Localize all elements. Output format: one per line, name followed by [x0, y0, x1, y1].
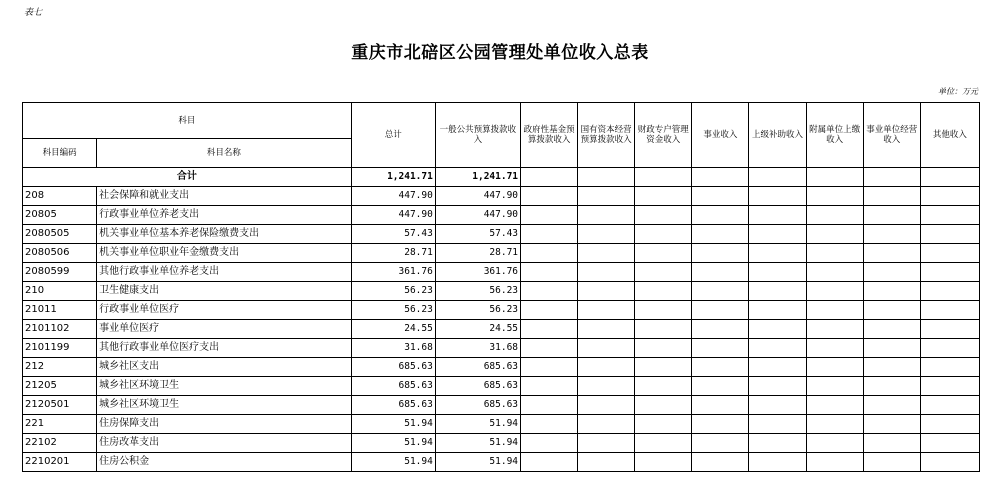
empty-cell	[863, 377, 920, 396]
row-name: 住房改革支出	[97, 434, 352, 453]
empty-cell	[863, 415, 920, 434]
empty-cell	[692, 415, 749, 434]
row-code: 21011	[23, 301, 97, 320]
empty-cell	[863, 320, 920, 339]
empty-cell	[806, 339, 863, 358]
empty-cell	[749, 320, 806, 339]
empty-cell	[863, 396, 920, 415]
row-general: 447.90	[435, 187, 520, 206]
empty-cell	[521, 434, 578, 453]
empty-cell	[920, 244, 979, 263]
row-total: 447.90	[351, 187, 435, 206]
row-total: 447.90	[351, 206, 435, 225]
row-name: 机关事业单位基本养老保险缴费支出	[97, 225, 352, 244]
empty-cell	[635, 282, 692, 301]
empty-cell	[920, 358, 979, 377]
row-code: 210	[23, 282, 97, 301]
empty-cell	[578, 320, 635, 339]
header-superior-subsidy: 上级补助收入	[749, 103, 806, 168]
empty-cell	[635, 187, 692, 206]
empty-cell	[806, 320, 863, 339]
row-general: 685.63	[435, 358, 520, 377]
row-general: 51.94	[435, 434, 520, 453]
total-label: 合计	[23, 168, 352, 187]
table-row	[23, 320, 980, 339]
empty-cell	[578, 244, 635, 263]
empty-cell	[749, 282, 806, 301]
empty-cell	[863, 225, 920, 244]
empty-cell	[635, 415, 692, 434]
row-total: 28.71	[351, 244, 435, 263]
empty-cell	[920, 377, 979, 396]
empty-cell	[692, 358, 749, 377]
row-general: 685.63	[435, 396, 520, 415]
empty-cell	[521, 339, 578, 358]
row-code: 21205	[23, 377, 97, 396]
empty-cell	[749, 415, 806, 434]
row-name: 社会保障和就业支出	[97, 187, 352, 206]
empty-cell	[635, 301, 692, 320]
empty-cell	[749, 206, 806, 225]
row-name: 卫生健康支出	[97, 282, 352, 301]
empty-cell	[863, 453, 920, 472]
row-general: 24.55	[435, 320, 520, 339]
empty-cell	[578, 301, 635, 320]
empty-cell	[578, 396, 635, 415]
header-general-budget: 一般公共预算拨款收入	[435, 103, 520, 168]
table-row	[23, 301, 980, 320]
row-general: 51.94	[435, 453, 520, 472]
empty-cell	[521, 415, 578, 434]
empty-cell	[749, 301, 806, 320]
row-general: 56.23	[435, 282, 520, 301]
row-general: 28.71	[435, 244, 520, 263]
empty-cell	[692, 396, 749, 415]
row-general: 31.68	[435, 339, 520, 358]
empty-cell	[692, 434, 749, 453]
empty-cell	[521, 206, 578, 225]
empty-cell	[863, 301, 920, 320]
header-business: 事业收入	[692, 103, 749, 168]
empty-cell	[920, 434, 979, 453]
header-code: 科目编码	[23, 139, 97, 168]
empty-cell	[749, 377, 806, 396]
table-row	[23, 244, 980, 263]
empty-cell	[920, 396, 979, 415]
empty-cell	[920, 187, 979, 206]
row-total: 685.63	[351, 377, 435, 396]
empty-cell	[521, 396, 578, 415]
empty-cell	[578, 358, 635, 377]
table-number-note: 表七	[24, 8, 43, 18]
row-general: 56.23	[435, 301, 520, 320]
empty-cell	[635, 263, 692, 282]
empty-cell	[578, 453, 635, 472]
table-row	[23, 415, 980, 434]
empty-cell	[521, 320, 578, 339]
row-total: 56.23	[351, 282, 435, 301]
empty-cell	[521, 377, 578, 396]
empty-cell	[749, 453, 806, 472]
row-total: 51.94	[351, 434, 435, 453]
empty-cell	[920, 282, 979, 301]
empty-cell	[863, 206, 920, 225]
empty-cell	[806, 453, 863, 472]
row-total: 31.68	[351, 339, 435, 358]
row-code: 2080506	[23, 244, 97, 263]
empty-cell	[749, 225, 806, 244]
empty-cell	[635, 225, 692, 244]
row-total: 57.43	[351, 225, 435, 244]
row-code: 2080599	[23, 263, 97, 282]
row-name: 其他行政事业单位养老支出	[97, 263, 352, 282]
empty-cell	[920, 263, 979, 282]
empty-cell	[749, 187, 806, 206]
table-row	[23, 434, 980, 453]
header-affiliated: 附属单位上缴收入	[806, 103, 863, 168]
empty-cell	[578, 415, 635, 434]
empty-cell	[920, 320, 979, 339]
empty-cell	[635, 434, 692, 453]
empty-cell	[578, 434, 635, 453]
empty-cell	[863, 187, 920, 206]
income-summary-table	[22, 102, 980, 472]
total-row	[23, 168, 980, 187]
empty-cell	[806, 301, 863, 320]
row-name: 住房公积金	[97, 453, 352, 472]
row-general: 447.90	[435, 206, 520, 225]
row-code: 2080505	[23, 225, 97, 244]
empty-cell	[806, 263, 863, 282]
empty-cell	[920, 301, 979, 320]
row-code: 208	[23, 187, 97, 206]
row-total: 361.76	[351, 263, 435, 282]
empty-cell	[863, 263, 920, 282]
empty-cell	[806, 377, 863, 396]
header-total: 总计	[351, 103, 435, 168]
empty-cell	[578, 187, 635, 206]
row-total: 51.94	[351, 453, 435, 472]
table-row	[23, 282, 980, 301]
table-row	[23, 339, 980, 358]
row-name: 行政事业单位医疗	[97, 301, 352, 320]
page-title: 重庆市北碚区公园管理处单位收入总表	[351, 43, 649, 63]
row-general: 685.63	[435, 377, 520, 396]
empty-cell	[749, 263, 806, 282]
row-code: 221	[23, 415, 97, 434]
empty-cell	[806, 282, 863, 301]
empty-cell	[578, 263, 635, 282]
table-row	[23, 187, 980, 206]
empty-cell	[635, 244, 692, 263]
empty-cell	[806, 434, 863, 453]
empty-cell	[920, 206, 979, 225]
row-total: 685.63	[351, 358, 435, 377]
header-subject: 科目	[23, 103, 352, 139]
empty-cell	[806, 187, 863, 206]
empty-cell	[521, 263, 578, 282]
row-name: 住房保障支出	[97, 415, 352, 434]
empty-cell	[749, 244, 806, 263]
row-code: 2120501	[23, 396, 97, 415]
row-total: 685.63	[351, 396, 435, 415]
empty-cell	[806, 225, 863, 244]
empty-cell	[635, 396, 692, 415]
empty-cell	[806, 396, 863, 415]
empty-cell	[578, 206, 635, 225]
empty-cell	[521, 453, 578, 472]
row-name: 城乡社区支出	[97, 358, 352, 377]
row-name: 事业单位医疗	[97, 320, 352, 339]
total-general-value: 1,241.71	[435, 168, 520, 187]
row-code: 2101102	[23, 320, 97, 339]
empty-cell	[692, 453, 749, 472]
header-operation: 事业单位经营收入	[863, 103, 920, 168]
header-name: 科目名称	[97, 139, 352, 168]
row-name: 机关事业单位职业年金缴费支出	[97, 244, 352, 263]
empty-cell	[806, 415, 863, 434]
empty-cell	[692, 301, 749, 320]
empty-cell	[635, 453, 692, 472]
row-general: 51.94	[435, 415, 520, 434]
empty-cell	[806, 206, 863, 225]
empty-cell	[521, 244, 578, 263]
empty-cell	[863, 282, 920, 301]
empty-cell	[521, 225, 578, 244]
row-general: 361.76	[435, 263, 520, 282]
row-code: 22102	[23, 434, 97, 453]
empty-cell	[635, 339, 692, 358]
empty-cell	[692, 339, 749, 358]
empty-cell	[692, 206, 749, 225]
empty-cell	[521, 358, 578, 377]
empty-cell	[806, 358, 863, 377]
empty-cell	[749, 339, 806, 358]
row-code: 2101199	[23, 339, 97, 358]
row-name: 行政事业单位养老支出	[97, 206, 352, 225]
row-general: 57.43	[435, 225, 520, 244]
header-fiscal-special: 财政专户管理资金收入	[635, 103, 692, 168]
empty-cell	[806, 244, 863, 263]
empty-cell	[578, 377, 635, 396]
empty-cell	[692, 244, 749, 263]
row-code: 20805	[23, 206, 97, 225]
empty-cell	[863, 358, 920, 377]
empty-cell	[692, 320, 749, 339]
empty-cell	[749, 358, 806, 377]
empty-cell	[863, 434, 920, 453]
table-row	[23, 377, 980, 396]
table-row	[23, 206, 980, 225]
row-total: 56.23	[351, 301, 435, 320]
row-name: 城乡社区环境卫生	[97, 396, 352, 415]
empty-cell	[863, 339, 920, 358]
total-value: 1,241.71	[351, 168, 435, 187]
empty-cell	[692, 263, 749, 282]
empty-cell	[521, 282, 578, 301]
empty-cell	[920, 339, 979, 358]
table-row	[23, 396, 980, 415]
empty-cell	[635, 358, 692, 377]
empty-cell	[920, 415, 979, 434]
empty-cell	[635, 377, 692, 396]
empty-cell	[521, 187, 578, 206]
empty-cell	[692, 187, 749, 206]
row-name: 其他行政事业单位医疗支出	[97, 339, 352, 358]
table-row	[23, 358, 980, 377]
header-state-capital: 国有资本经营预算拨款收入	[578, 103, 635, 168]
table-row	[23, 225, 980, 244]
unit-note: 单位：万元	[938, 87, 978, 96]
empty-cell	[578, 339, 635, 358]
empty-cell	[635, 206, 692, 225]
empty-cell	[692, 225, 749, 244]
empty-cell	[920, 453, 979, 472]
empty-cell	[578, 225, 635, 244]
row-code: 2210201	[23, 453, 97, 472]
header-gov-fund: 政府性基金预算拨款收入	[521, 103, 578, 168]
empty-cell	[578, 282, 635, 301]
empty-cell	[749, 396, 806, 415]
empty-cell	[920, 225, 979, 244]
empty-cell	[863, 244, 920, 263]
empty-cell	[521, 301, 578, 320]
empty-cell	[635, 320, 692, 339]
empty-cell	[692, 282, 749, 301]
table-row	[23, 263, 980, 282]
row-total: 51.94	[351, 415, 435, 434]
header-other: 其他收入	[920, 103, 979, 168]
table-row	[23, 453, 980, 472]
empty-cell	[692, 377, 749, 396]
empty-cell	[749, 434, 806, 453]
row-total: 24.55	[351, 320, 435, 339]
row-code: 212	[23, 358, 97, 377]
row-name: 城乡社区环境卫生	[97, 377, 352, 396]
